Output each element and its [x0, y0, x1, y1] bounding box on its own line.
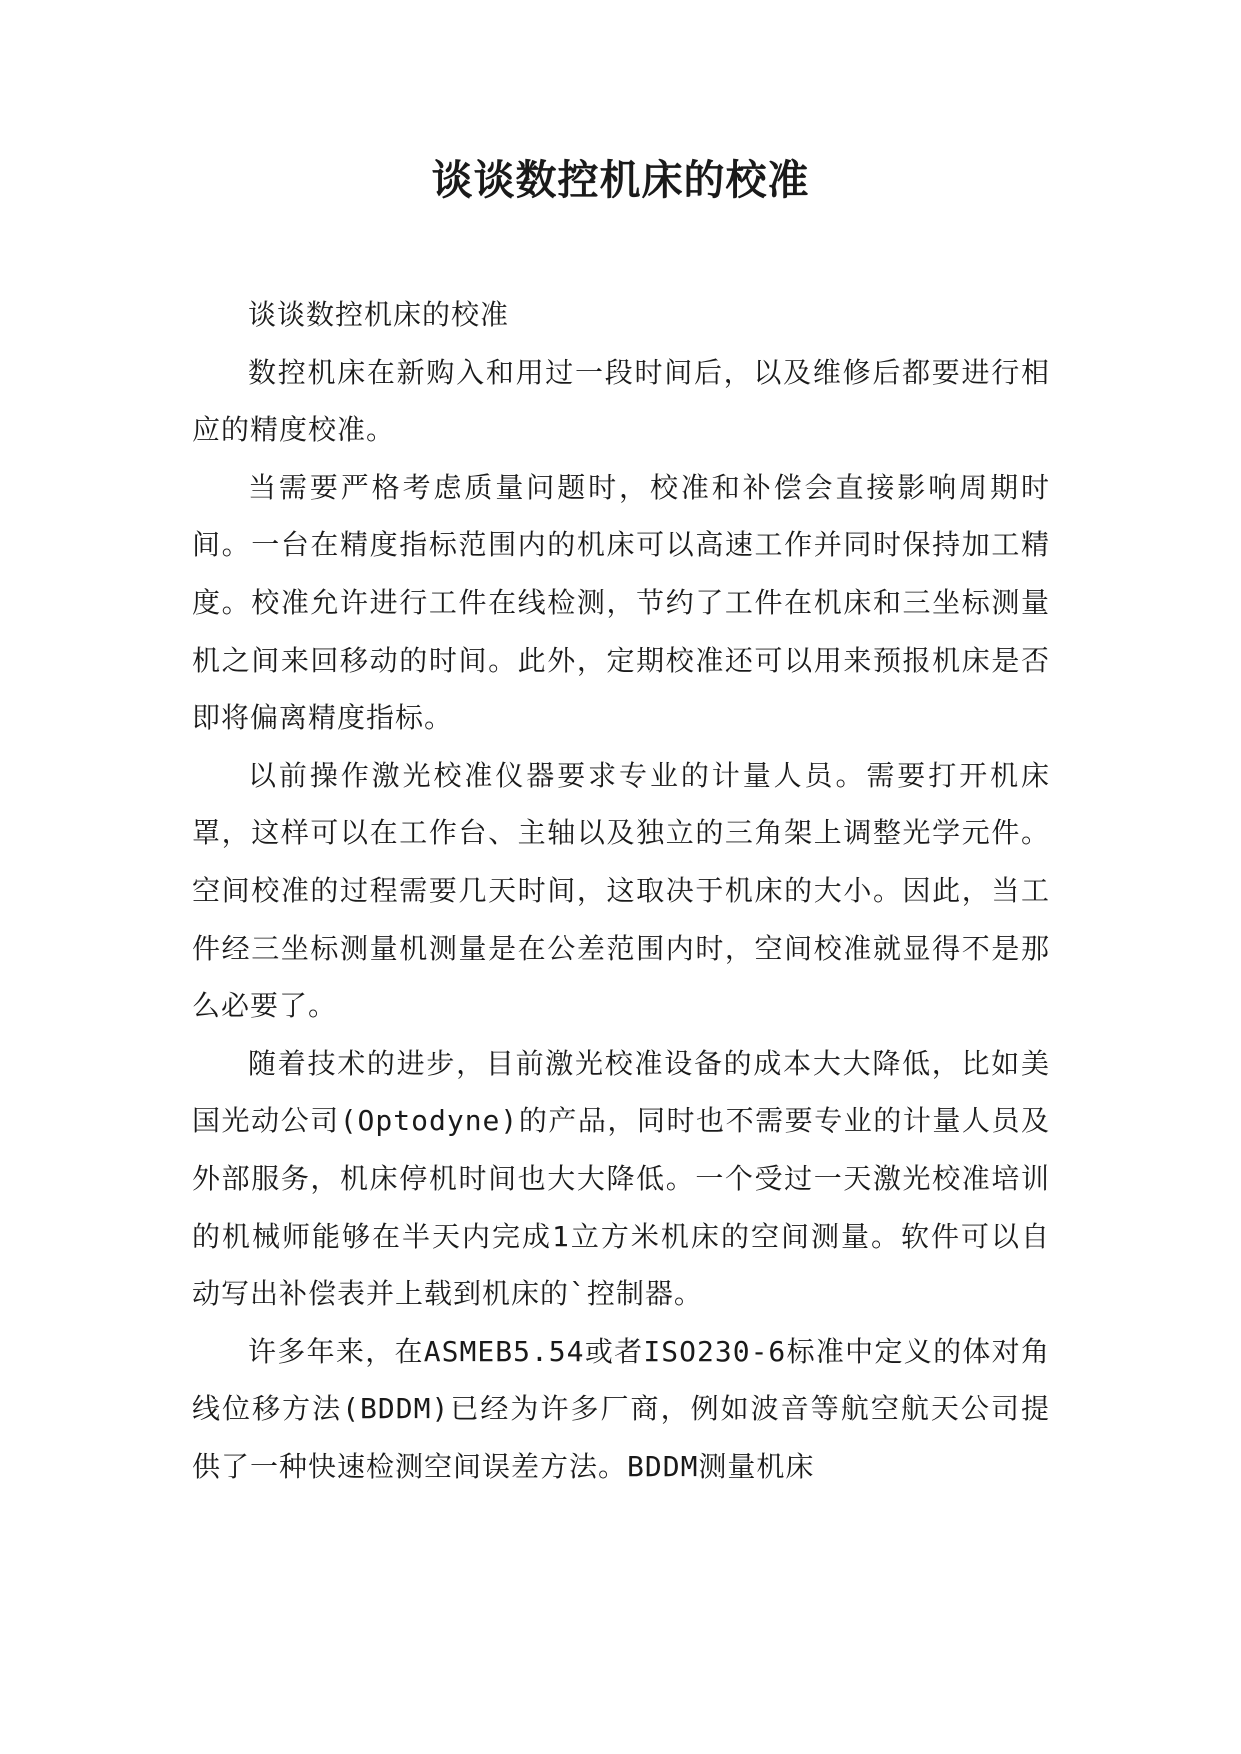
- paragraph: 许多年来，在ASMEB5.54或者ISO230-6标准中定义的体对角线位移方法(BDDM)已经为许多厂商，例如波音等航空航天公司提供了一种快速检测空间误差方法。BDDM测量机床: [192, 1334, 1050, 1483]
- document-body: [192, 286, 1050, 1495]
- paragraph: 随着技术的进步，目前激光校准设备的成本大大降低，比如美国光动公司(Optodyne)的产品，同时也不需要专业的计量人员及外部服务，机床停机时间也大大降低。一个受过一天激光校准培训的机械师能够在半天内完成1立方米机床的空间测量。软件可以自动写出补偿表并上载到机床的`控制器。: [192, 1046, 1050, 1311]
- paragraph: 谈谈数控机床的校准: [248, 298, 510, 331]
- paragraph: 当需要严格考虑质量问题时，校准和补偿会直接影响周期时间。一台在精度指标范围内的机床可以高速工作并同时保持加工精度。校准允许进行工件在线检测，节约了工件在机床和三坐标测量机之间来回移动的时间。此外，定期校准还可以用来预报机床是否即将偏离精度指标。: [192, 470, 1050, 735]
- document-title: 谈谈数控机床的校准: [431, 156, 810, 204]
- paragraph: 数控机床在新购入和用过一段时间后，以及维修后都要进行相应的精度校准。: [192, 355, 1050, 447]
- paragraph: 以前操作激光校准仪器要求专业的计量人员。需要打开机床罩，这样可以在工作台、主轴以及独立的三角架上调整光学元件。空间校准的过程需要几天时间，这取决于机床的大小。因此，当工件经三坐标测量机测量是在公差范围内时，空间校准就显得不是那么必要了。: [192, 758, 1050, 1023]
